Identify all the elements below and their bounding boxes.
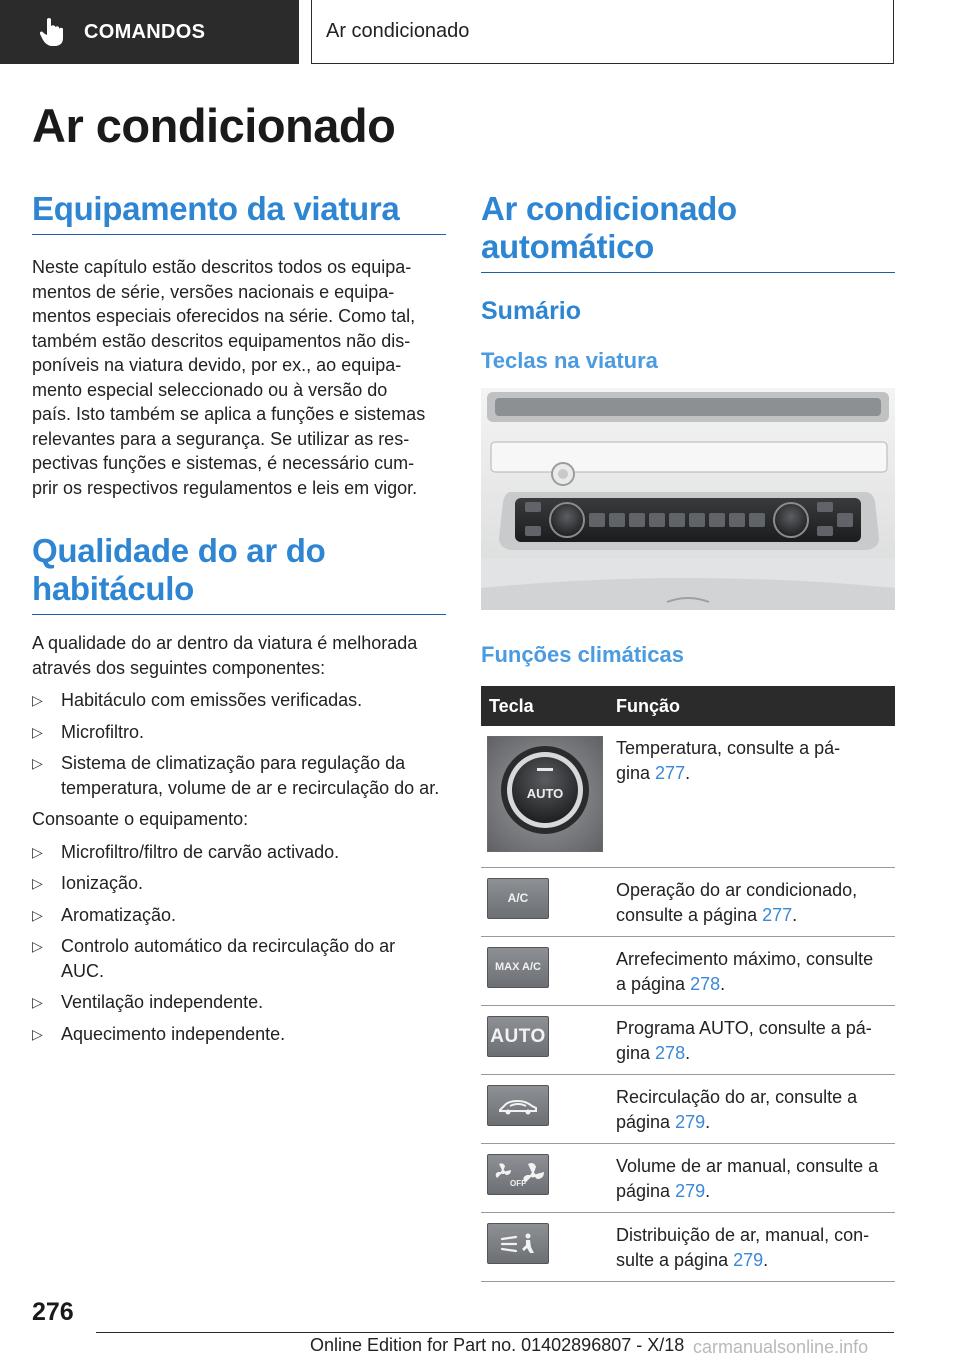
right-column — [481, 190, 895, 1282]
function-text: Temperatura, consulte a pá‐ — [616, 738, 841, 758]
table-header-row — [481, 686, 895, 726]
function-text: Volume de ar manual, consulte a — [616, 1156, 879, 1176]
list-item — [32, 720, 446, 745]
list-item-text: Ionização. — [61, 873, 144, 893]
equipment-line: prir os respectivos regulamentos e leis em vigor. — [32, 477, 418, 498]
function-text: página — [616, 1181, 676, 1201]
equipment-line: país. Isto também se aplica a funções e sistemas — [32, 404, 426, 424]
air-quality-heading-line: habitáculo — [32, 570, 195, 607]
auto-ac-heading — [481, 190, 895, 273]
air-quality-heading — [32, 532, 446, 615]
section-label: Ar condicionado — [326, 20, 470, 42]
function-text: página — [616, 1112, 676, 1132]
function-text: a página — [616, 974, 691, 994]
table-row — [481, 1213, 895, 1282]
bullet-triangle-icon: ▷ — [32, 875, 43, 891]
page-link[interactable]: 278 — [655, 1043, 686, 1063]
function-text: Distribuição de ar, manual, con‐ — [616, 1225, 870, 1245]
column-header-key: Tecla — [481, 686, 610, 726]
list-item-text: Ventilação independente. — [61, 992, 264, 1012]
bullet-triangle-icon: ▷ — [32, 1025, 43, 1042]
components-list — [32, 688, 446, 800]
page-title: Ar condicionado — [32, 99, 396, 152]
function-text: gina — [616, 763, 656, 783]
list-item-text: Sistema de climatização para regulação da temperatura, volume de ar e recirculação do ar. — [61, 753, 440, 798]
auto-button-icon: AUTO — [487, 1016, 549, 1057]
auto-ac-heading-line: automático — [481, 228, 655, 265]
page-link[interactable]: 277 — [655, 763, 686, 783]
table-row — [481, 1006, 895, 1075]
air-quality-intro-line: A qualidade do ar dentro da viatura é melhorada — [32, 633, 418, 653]
equipment-dependent-label: Consoante o equipamento: — [32, 809, 249, 829]
pointing-hand-icon — [38, 17, 66, 47]
function-cell: Recirculação do ar, consulte a página 279. — [610, 1075, 895, 1144]
function-text: Operação do ar condicionado, — [616, 880, 858, 900]
bullet-triangle-icon: ▷ — [32, 994, 43, 1010]
equipment-heading: Equipamento da viatura — [32, 190, 446, 235]
list-item-text: Microfiltro. — [61, 721, 145, 742]
air-quality-heading-line: Qualidade do ar do — [32, 532, 326, 569]
watermark: carmanualsonline.info — [693, 1337, 869, 1357]
chapter-tab — [0, 0, 299, 64]
edition-note: Online Edition for Part no. 01402896807 - X/18 — [310, 1335, 685, 1355]
equipment-line: mento especial seleccionado ou à versão do — [32, 379, 388, 400]
function-cell: Temperatura, consulte a pá‐ gina 277. — [610, 726, 895, 868]
fan-button-icon — [487, 1154, 549, 1195]
fan-off-label: OFF — [510, 1178, 526, 1188]
function-text: consulte a página — [616, 905, 763, 925]
equipment-line: mentos especiais oferecidos na série. Como tal, — [32, 306, 416, 326]
list-item — [32, 990, 446, 1015]
list-item — [32, 871, 446, 896]
function-cell: Volume de ar manual, consulte a página 279. — [610, 1144, 895, 1213]
list-item — [32, 840, 446, 865]
bullet-triangle-icon: ▷ — [32, 723, 43, 740]
column-header-function: Função — [610, 686, 895, 726]
bullet-triangle-icon: ▷ — [32, 843, 43, 860]
auto-ac-heading-line: Ar condicionado — [481, 190, 737, 227]
table-row — [481, 1075, 895, 1144]
list-item — [32, 751, 446, 800]
page-link[interactable]: 278 — [690, 974, 721, 994]
climate-functions-table — [481, 686, 895, 1282]
air-quality-intro-line: através dos seguintes componentes: — [32, 657, 326, 678]
equipment-line: poníveis na viatura devido, por ex., ao equipa‐ — [32, 355, 402, 375]
list-item-text: Microfiltro/filtro de carvão activado. — [61, 841, 340, 862]
list-item-text: Aromatização. — [61, 904, 177, 925]
equipment-line: também estão descritos equipamentos não dis‐ — [32, 330, 411, 351]
air-distribution-icon — [498, 1231, 538, 1257]
page-link[interactable]: 279 — [675, 1181, 706, 1201]
table-row — [481, 726, 895, 868]
list-item — [32, 934, 446, 983]
list-item — [32, 1022, 446, 1047]
air-quality-intro — [32, 631, 446, 680]
bullet-triangle-icon: ▷ — [32, 755, 43, 771]
function-cell: Distribuição de ar, manual, con‐ sulte a página 279. — [610, 1213, 895, 1282]
equipment-line: relevantes para a segurança. Se utilizar as res‐ — [32, 428, 410, 449]
optional-equipment-list — [32, 840, 446, 1047]
keys-heading: Teclas na viatura — [481, 348, 658, 373]
bullet-triangle-icon: ▷ — [32, 692, 43, 708]
function-text: gina — [616, 1043, 656, 1063]
bullet-triangle-icon: ▷ — [32, 906, 43, 923]
page-link[interactable]: 279 — [675, 1112, 706, 1132]
list-item-text: Controlo automático da recirculação do ar AUC. — [61, 936, 396, 981]
table-row — [481, 868, 895, 937]
equipment-line: pectivas funções e sistemas, é necessário cum‐ — [32, 453, 415, 473]
knob-label: AUTO — [526, 786, 564, 801]
summary-heading: Sumário — [481, 297, 582, 325]
fan-off-icon — [489, 1160, 547, 1190]
temperature-knob-icon — [487, 736, 603, 852]
list-item-text: Habitáculo com emissões verificadas. — [61, 690, 363, 710]
function-cell: Programa AUTO, consulte a pá‐ gina 278. — [610, 1006, 895, 1075]
climate-functions-heading: Funções climáticas — [481, 642, 684, 667]
list-item-text: Aquecimento independente. — [61, 1023, 286, 1044]
table-row — [481, 1144, 895, 1213]
function-text: Programa AUTO, consulte a pá‐ — [616, 1018, 872, 1038]
list-item — [32, 903, 446, 928]
table-row — [481, 937, 895, 1006]
equipment-line: mentos de série, versões nacionais e equipa‐ — [32, 281, 395, 302]
ac-button-icon: A/C — [487, 878, 549, 919]
function-cell: Operação do ar condicionado, consulte a página 277. — [610, 868, 895, 937]
climate-panel-photo — [481, 388, 895, 610]
footer-divider — [96, 1332, 894, 1333]
page-number: 276 — [32, 1298, 74, 1326]
page-link[interactable]: 279 — [733, 1250, 764, 1270]
max-ac-button-icon: MAX A/C — [487, 947, 549, 988]
chapter-label: COMANDOS — [84, 20, 206, 43]
section-tab — [311, 0, 894, 64]
left-column — [32, 190, 446, 1053]
recirculation-button-icon — [487, 1085, 549, 1126]
function-text: Recirculação do ar, consulte a — [616, 1087, 858, 1107]
equipment-paragraph — [32, 255, 446, 500]
equipment-line: Neste capítulo estão descritos todos os equipa‐ — [32, 257, 412, 277]
function-text: Arrefecimento máximo, consulte — [616, 949, 874, 969]
car-recirculation-icon — [496, 1095, 540, 1117]
page-link[interactable]: 277 — [762, 905, 793, 925]
list-item — [32, 688, 446, 713]
function-cell: Arrefecimento máximo, consulte a página 278. — [610, 937, 895, 1006]
bullet-triangle-icon: ▷ — [32, 938, 43, 954]
dashboard-illustration — [481, 388, 895, 610]
function-text: sulte a página — [616, 1250, 734, 1270]
air-distribution-button-icon — [487, 1223, 549, 1264]
